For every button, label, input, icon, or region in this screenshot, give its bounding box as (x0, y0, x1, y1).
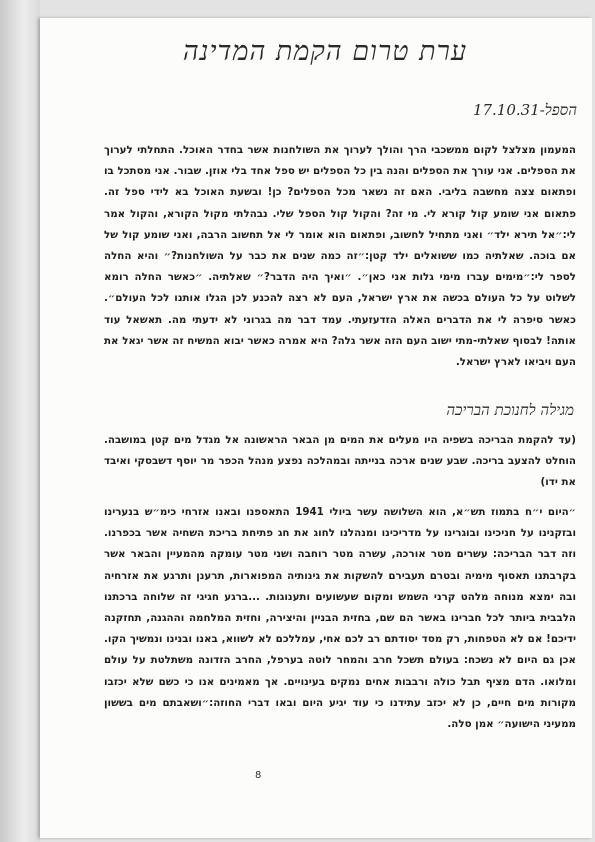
scan-margin-strip (0, 0, 40, 842)
page-title: ערת טרום הקמת המדינה (182, 36, 468, 67)
section-intro: (עד להקמת הבריכה בשפיה היו מעלים את המים מן הבאר הראשונה אל מגדל מים קטן במושבה. הוחלט להצעב בריכה. שבע שנים ארכה בנייתה ובמהלכה נפצע מנהל הכפר מר יוסף דשבסקי ואיבד את ידו) (104, 434, 576, 489)
story-paragraph: המעמון מצלצל לקום ממשכבי הרך והולך לערוך את השולחנות אשר בחדר האוכל. התחלתי לערוך את הספלים. אני עורך את הספלים והנה בין כל הספלים יש ספל אחד בלי אוזן. שבור. אני מסתכל בו ופתאום צצה מחשבה בליבי. האם זה נשאר מכל הספלים? כן! ובשעת האוכל בא לידי ספל זה. פתאום אני שומע קול קורא לי. מי זה? והקול קול הספל שלי. נבהלתי מקול הקורא, והקול אמר לי:״אל תירא ילד״ ואני מתחיל לחשוב, ופתאום הוא אומר לי אל תחשוב הרבה, ואני שומע קול של אם בוכה. שאלתיה כמו ששואלים ילד קטן:״זה כמה שנים את כבר על השולחנות?״ והיא החלה לספר לי:״מימים עברו מימי גלות אני כאן״. ״ואיך היה הדבר?״ שאלתיה. ״כאשר החלה רומא לשלוט על כל העולם בכשה את ארץ ישראל, העם לא רצה להכנע לכן הגלו אותנו לכל העולם״. כאשר סיפרה לי את הדברים האלה הזדעזעתי. עמד דבר מה בגרוני לא ידעתי מה. תאשאל עוד אותה! לבסוף שאלתי-מתי ישוב העם הזה אשר גלה? היא אמרה כאשר יבוא המשיח זה אשר יגאל את העם ויביאו לארץ ישראל. (104, 144, 576, 369)
quote-paragraph-block (104, 502, 576, 735)
date-line: הספל-17.10.31 (472, 101, 577, 119)
story-paragraph-block (104, 140, 576, 373)
section-subtitle: מגילה לחנוכת הבריכה (446, 401, 574, 419)
quote-paragraph: ״היום י״ח בתמוז תש״א, הוא השלושה עשר ביולי 1941 התאספנו ובאנו אזרחי כימ״ש בנערינו ובזקנינו על חניכינו ובוגרינו על מדריכינו ומנהלנו לחוג את חג פתיחת בריכת השחיה אשר בכפרנו. וזה דבר הבריכה: עשרים מטר אורכה, עשרה מטר רוחבה ושני מטר עומקה מהמעיין והבאר אשר בקרבתנו תאסוף מימיה ובטרם תעבירם להשקות את גינותיה המפוארות, תרענן ותרגע את אזרחיה ובה ימצא מנוחה מלהט קרני השמש ומקום שעשועים ותענוגות. ...ברגע חגיגי זה שלוחה ברכתנו הלבבית ביותר לכל חברינו באשר הם שם, בחזית הבניין והיצירה, וחזית המלחמה וההגנה, תחזקנה ידיכם! אם לא הטפחות, רק מסד יסודתם רב לכם אחי, עמללכם לא לשווא, באנו ובנינו ונמשיך הקו. אכן גם היום לא נשכח: בעולם תשכל חרב והמחר לוטה בערפל, החרב הזדונה משתלטת על עולם ומלואו. הדם מציף תבל כולה ורבבות אחים נמקים בעינויים. אך מאמינים אנו כי כשם שלא יכזבו מקורות מים חיים, כן לא יכזב עתידנו כי עוד יגיע היום ובאו דברי החוזה:״ושאבתם מים בששון ממעיני הישועה״ אמן סלה. (104, 506, 576, 731)
document-page (40, 18, 592, 838)
section-intro-block (104, 430, 576, 494)
page-number: 8 (255, 770, 262, 781)
